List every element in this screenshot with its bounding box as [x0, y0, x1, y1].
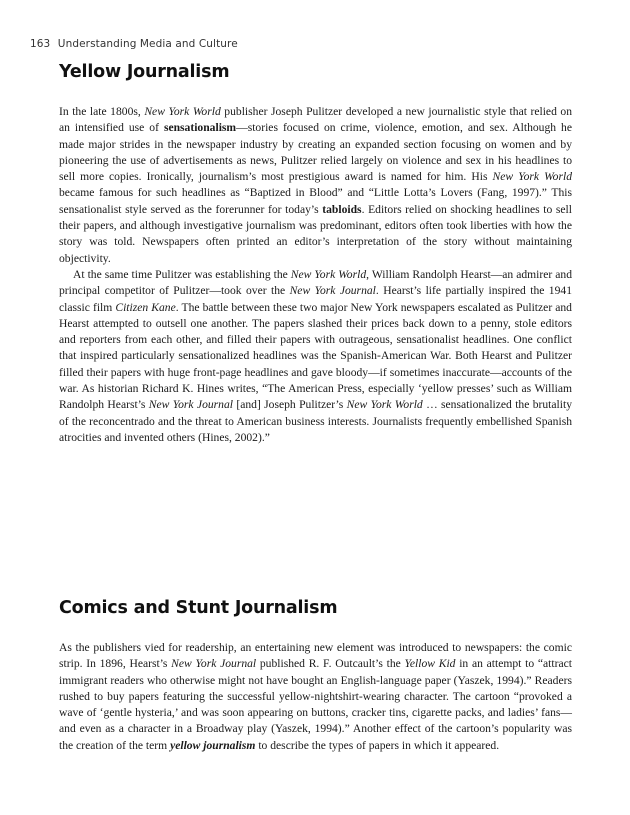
italic-text: New York Journal: [171, 657, 257, 671]
bold-term: tabloids: [322, 202, 362, 216]
italic-text: New York World: [144, 105, 221, 118]
text-run: . Editors relied on shocking headlines to sell their papers, and although investigative journalism was predominant, editors often took liberties with how the story was told. Newspapers often printed an editor’s interpretation of the story without maintaining objectivity.: [59, 202, 572, 265]
text-run: . The battle between these two major New York newspapers escalated as Pulitzer and Hearst attempted to outsell one another. The papers slashed their prices back down to a penny, stole editors and reporters from each other, and filled their papers with outrageous, sensationalist headlines. One conflict that inspired particularly sensationalized headlines was the Spanish-American War. Both Hearst and Pulitzer filled their papers with huge front-page headlines and gave bloody—if sometimes inaccurate—accounts of the war. As historian Richard K. Hines writes, “The American Press, especially ‘yellow presses’ such as William Randolph Hearst’s: [59, 300, 572, 412]
text-run: . Hearst’s life partially inspired the 1941 classic film: [59, 284, 572, 314]
section-body-comics-and-stunt-journalism: [59, 640, 572, 754]
paragraph: [59, 104, 572, 267]
italic-text: Citizen Kane: [115, 300, 176, 314]
text-run: At the same time Pulitzer was establishing the: [73, 267, 291, 281]
text-run: in an attempt to “attract immigrant readers who otherwise might not have bought an English-language paper (Yaszek, 1994).” Readers rushed to buy papers featuring the successful yellow-nightshirt-wearing character. The cartoon “provoked a wave of ‘gentle hysteria,’ and was soon appearing on buttons, cracker tins, cigarette packs, and ladies’ fans—and even as a character in a Broadway play (Yaszek, 1994).” Another effect of the cartoon’s popularity was the creation of the term: [59, 657, 572, 752]
bold-italic-term: yellow journalism: [170, 738, 256, 752]
text-run: … sensationalized the brutality of the reconcentrado and the threat to American business interests. Journalists frequently embellished Spanish atrocities and invented others (Hines, 2002).”: [59, 398, 572, 444]
italic-text: New York World: [290, 267, 367, 281]
section-heading-comics-and-stunt-journalism: Comics and Stunt Journalism: [59, 598, 338, 618]
running-head: [30, 38, 238, 50]
bold-term: sensationalism: [163, 121, 237, 135]
text-run: became famous for such headlines as “Baptized in Blood” and “Little Lotta’s Lovers (Fang, 1997).” This sensationalist style served as the forerunner for today’s: [59, 186, 572, 216]
text-run: In the late 1800s,: [59, 105, 145, 118]
text-run: , William Randolph Hearst—an admirer and principal competitor of Pulitzer—took over the: [59, 267, 572, 298]
italic-text: New York Journal: [289, 284, 376, 298]
text-run: publisher Joseph Pulitzer developed a new journalistic style that relied on an intensified use of: [59, 105, 572, 135]
italic-text: Yellow Kid: [404, 657, 456, 671]
text-run: —stories focused on crime, violence, emotion, and sex. Although he made major strides in the newspaper industry by creating an expanded section focusing on women and by pioneering the use of advertisements as news, Pulitzer relied largely on violence and sex in his headlines to sell more copies. Ironically, journalism’s most prestigious award is named for him. His: [59, 121, 572, 184]
italic-text: New York World: [346, 398, 423, 412]
text-run: [and] Joseph Pulitzer’s: [233, 398, 347, 412]
text-run: to describe the types of papers in which it appeared.: [255, 738, 500, 752]
italic-text: New York Journal: [148, 398, 233, 412]
section-heading-yellow-journalism: Yellow Journalism: [59, 62, 230, 82]
italic-text: New York World: [492, 170, 572, 184]
paragraph: [59, 640, 572, 754]
page-number: 163: [30, 38, 51, 50]
section-body-yellow-journalism: [59, 104, 572, 446]
paragraph: [59, 267, 572, 446]
text-run: As the publishers vied for readership, an entertaining new element was introduced to newspapers: the comic strip. In 1896, Hearst’s: [59, 641, 572, 671]
text-run: published R. F. Outcault’s the: [256, 657, 405, 671]
book-title: Understanding Media and Culture: [57, 38, 238, 50]
